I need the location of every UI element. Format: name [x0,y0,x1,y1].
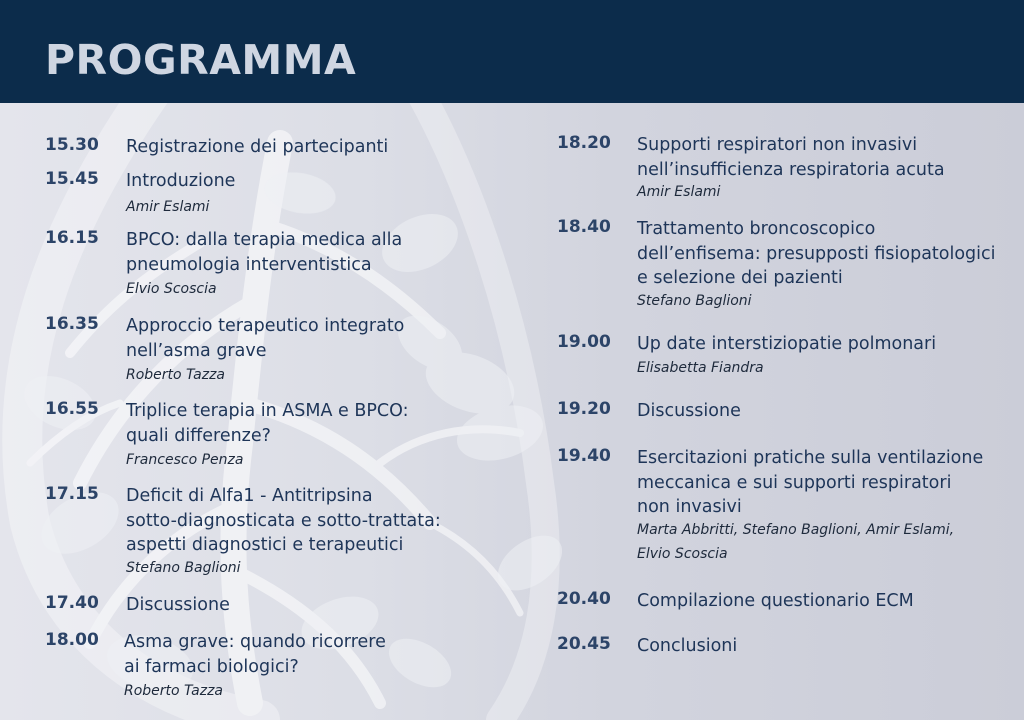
item-title [637,446,983,520]
item-speaker-line: Stefano Baglioni [126,560,241,576]
item-title [126,399,408,448]
item-speaker [637,518,954,566]
item-title-line: quali differenze? [126,425,271,446]
item-speaker [126,277,217,301]
item-title-line: Compilazione questionario ECM [637,591,914,611]
item-speaker-line: Elisabetta Fiandra [637,360,764,376]
item-speaker [126,448,243,472]
item-time: 19.20 [557,399,611,419]
item-title [126,169,235,194]
item-title-line: Registrazione dei partecipanti [126,137,389,157]
item-title [637,634,737,659]
item-title-line: Asma grave: quando ricorrere [124,632,386,652]
item-title [124,630,386,679]
item-title-line: aspetti diagnostici e terapeutici [126,535,404,555]
item-title-line: nell’insufficienza respiratoria acuta [637,159,945,180]
item-speaker [124,679,223,703]
item-title [126,484,441,558]
item-title [126,593,230,618]
item-title-line: Deficit di Alfa1 - Antitripsina [126,486,373,506]
item-speaker [637,180,720,204]
item-time: 19.00 [557,332,611,352]
item-speaker-line: Roberto Tazza [126,367,225,383]
page-title: PROGRAMMA [45,36,357,84]
item-title [126,135,388,160]
item-time: 20.45 [557,634,611,654]
item-speaker [637,356,764,380]
item-title [637,399,741,424]
item-speaker-line: Amir Eslami [637,184,721,200]
item-title-line: meccanica e sui supporti respiratori [637,472,952,493]
item-time: 15.45 [45,169,99,189]
item-title-line: nell’asma grave [126,340,267,361]
item-title-line: Approccio terapeutico integrato [126,316,405,336]
item-title-line: Triplice terapia in ASMA e BPCO: [126,401,409,421]
item-time: 15.30 [45,135,99,155]
item-speaker [126,195,209,219]
item-speaker-line: Stefano Baglioni [637,293,752,309]
item-title-line: BPCO: dalla terapia medica alla [126,230,403,250]
item-title [637,589,914,614]
item-time: 16.15 [45,228,99,248]
item-time: 18.00 [45,630,99,650]
item-title-line: Trattamento broncoscopico [637,219,876,239]
item-title-line: Supporti respiratori non invasivi [637,135,918,155]
item-time: 18.40 [557,217,611,237]
item-speaker [126,556,241,580]
item-time: 16.35 [45,314,99,334]
item-title-line: ai farmaci biologici? [124,656,299,677]
item-speaker-line: Roberto Tazza [124,683,223,699]
item-speaker-line: Amir Eslami [126,199,210,215]
item-title [126,314,404,363]
item-title-line: Up date interstiziopatie polmonari [637,334,937,354]
item-title-line: Esercitazioni pratiche sulla ventilazione [637,448,984,468]
item-title-line: sotto-diagnosticata e sotto-trattata: [126,510,441,531]
item-speaker-line: Elvio Scoscia [126,281,217,297]
item-title [637,332,936,357]
header-bar [0,0,1024,103]
item-title-line: pneumologia interventistica [126,254,372,275]
item-title-line: dell’enfisema: presupposti fisiopatologici [637,243,996,264]
item-title [637,133,945,182]
item-title-line: Conclusioni [637,636,738,656]
item-title [126,228,402,277]
item-title-line: Discussione [637,401,741,421]
item-speaker-line: Marta Abbritti, Stefano Baglioni, Amir Eslami, [637,522,955,538]
item-title [637,217,996,291]
item-time: 16.55 [45,399,99,419]
item-speaker-line: Elvio Scoscia [637,546,728,562]
item-time: 20.40 [557,589,611,609]
item-time: 17.15 [45,484,99,504]
item-speaker [637,289,752,313]
item-title-line: Introduzione [126,171,236,191]
item-time: 17.40 [45,593,99,613]
item-time: 19.40 [557,446,611,466]
item-title-line: non invasivi [637,497,742,517]
item-title-line: Discussione [126,595,230,615]
item-speaker [126,363,225,387]
item-time: 18.20 [557,133,611,153]
item-speaker-line: Francesco Penza [126,452,244,468]
item-title-line: e selezione dei pazienti [637,268,843,288]
